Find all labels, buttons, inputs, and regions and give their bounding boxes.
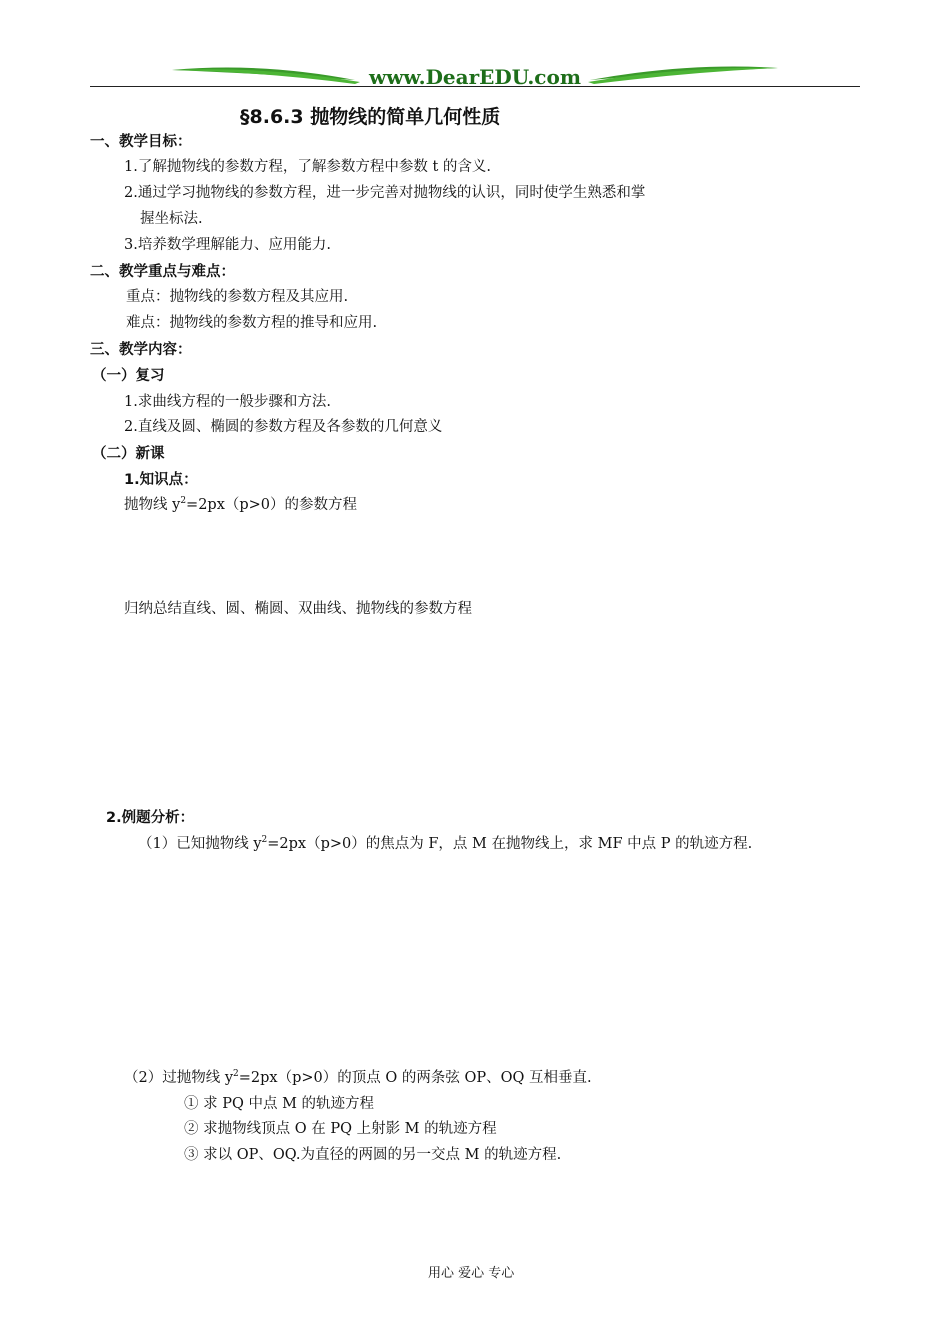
objective-2-continued: 握坐标法. <box>140 211 203 227</box>
example-2-question-3: ③ 求以 OP、OQ.为直径的两圆的另一交点 M 的轨迹方程. <box>184 1147 562 1163</box>
section-keypoints-heading: 二、教学重点与难点： <box>90 264 235 280</box>
page-footer: 用心 爱心 专心 <box>428 1266 515 1281</box>
objective-2: 2.通过学习抛物线的参数方程，进一步完善对抛物线的认识，同时使学生熟悉和掌 <box>124 185 646 201</box>
example-2-question-2: ② 求抛物线顶点 O 在 PQ 上射影 M 的轨迹方程 <box>184 1121 497 1137</box>
section-content-heading: 三、教学内容： <box>90 342 192 358</box>
section-objectives-heading: 一、教学目标： <box>90 134 192 150</box>
parabola-parametric-line: 抛物线 $y^2=2px(p>0)$的参数方程 <box>124 496 358 513</box>
site-banner-logo <box>170 60 780 94</box>
review-item-2: 2.直线及圆、椭圆的参数方程及各参数的几何意义 <box>124 419 443 435</box>
objective-1: 1.了解抛物线的参数方程，了解参数方程中参数 t 的含义. <box>124 159 491 175</box>
examples-heading: 2.例题分析： <box>106 810 195 826</box>
objective-3: 3.培养数学理解能力、应用能力. <box>124 237 331 253</box>
example-2: （2）过抛物线 $y^2=2px(p>0)$的顶点 O 的两条弦 OP、OQ 互相垂直. <box>124 1069 592 1086</box>
review-item-1: 1.求曲线方程的一般步骤和方法. <box>124 394 331 410</box>
difficult-point: 难点：抛物线的参数方程的推导和应用. <box>126 315 378 331</box>
svg-text:www.DearEDU.com: www.DearEDU.com <box>368 65 582 89</box>
example-2-question-1: ① 求 PQ 中点 M 的轨迹方程 <box>184 1096 375 1112</box>
example-1: （1）已知抛物线 $y^2=2px(p>0)$的焦点为 F，点 M 在抛物线上，求 MF 中点 P 的轨迹方程. <box>138 835 753 852</box>
new-lesson-heading: （二）新课 <box>92 446 165 462</box>
knowledge-points-heading: 1.知识点： <box>124 472 198 488</box>
summary-line: 归纳总结直线、圆、椭圆、双曲线、抛物线的参数方程 <box>124 601 472 617</box>
review-heading: （一）复习 <box>92 368 165 384</box>
page-title: §8.6.3 抛物线的简单几何性质 <box>240 106 501 128</box>
key-point: 重点：抛物线的参数方程及其应用. <box>126 289 349 305</box>
